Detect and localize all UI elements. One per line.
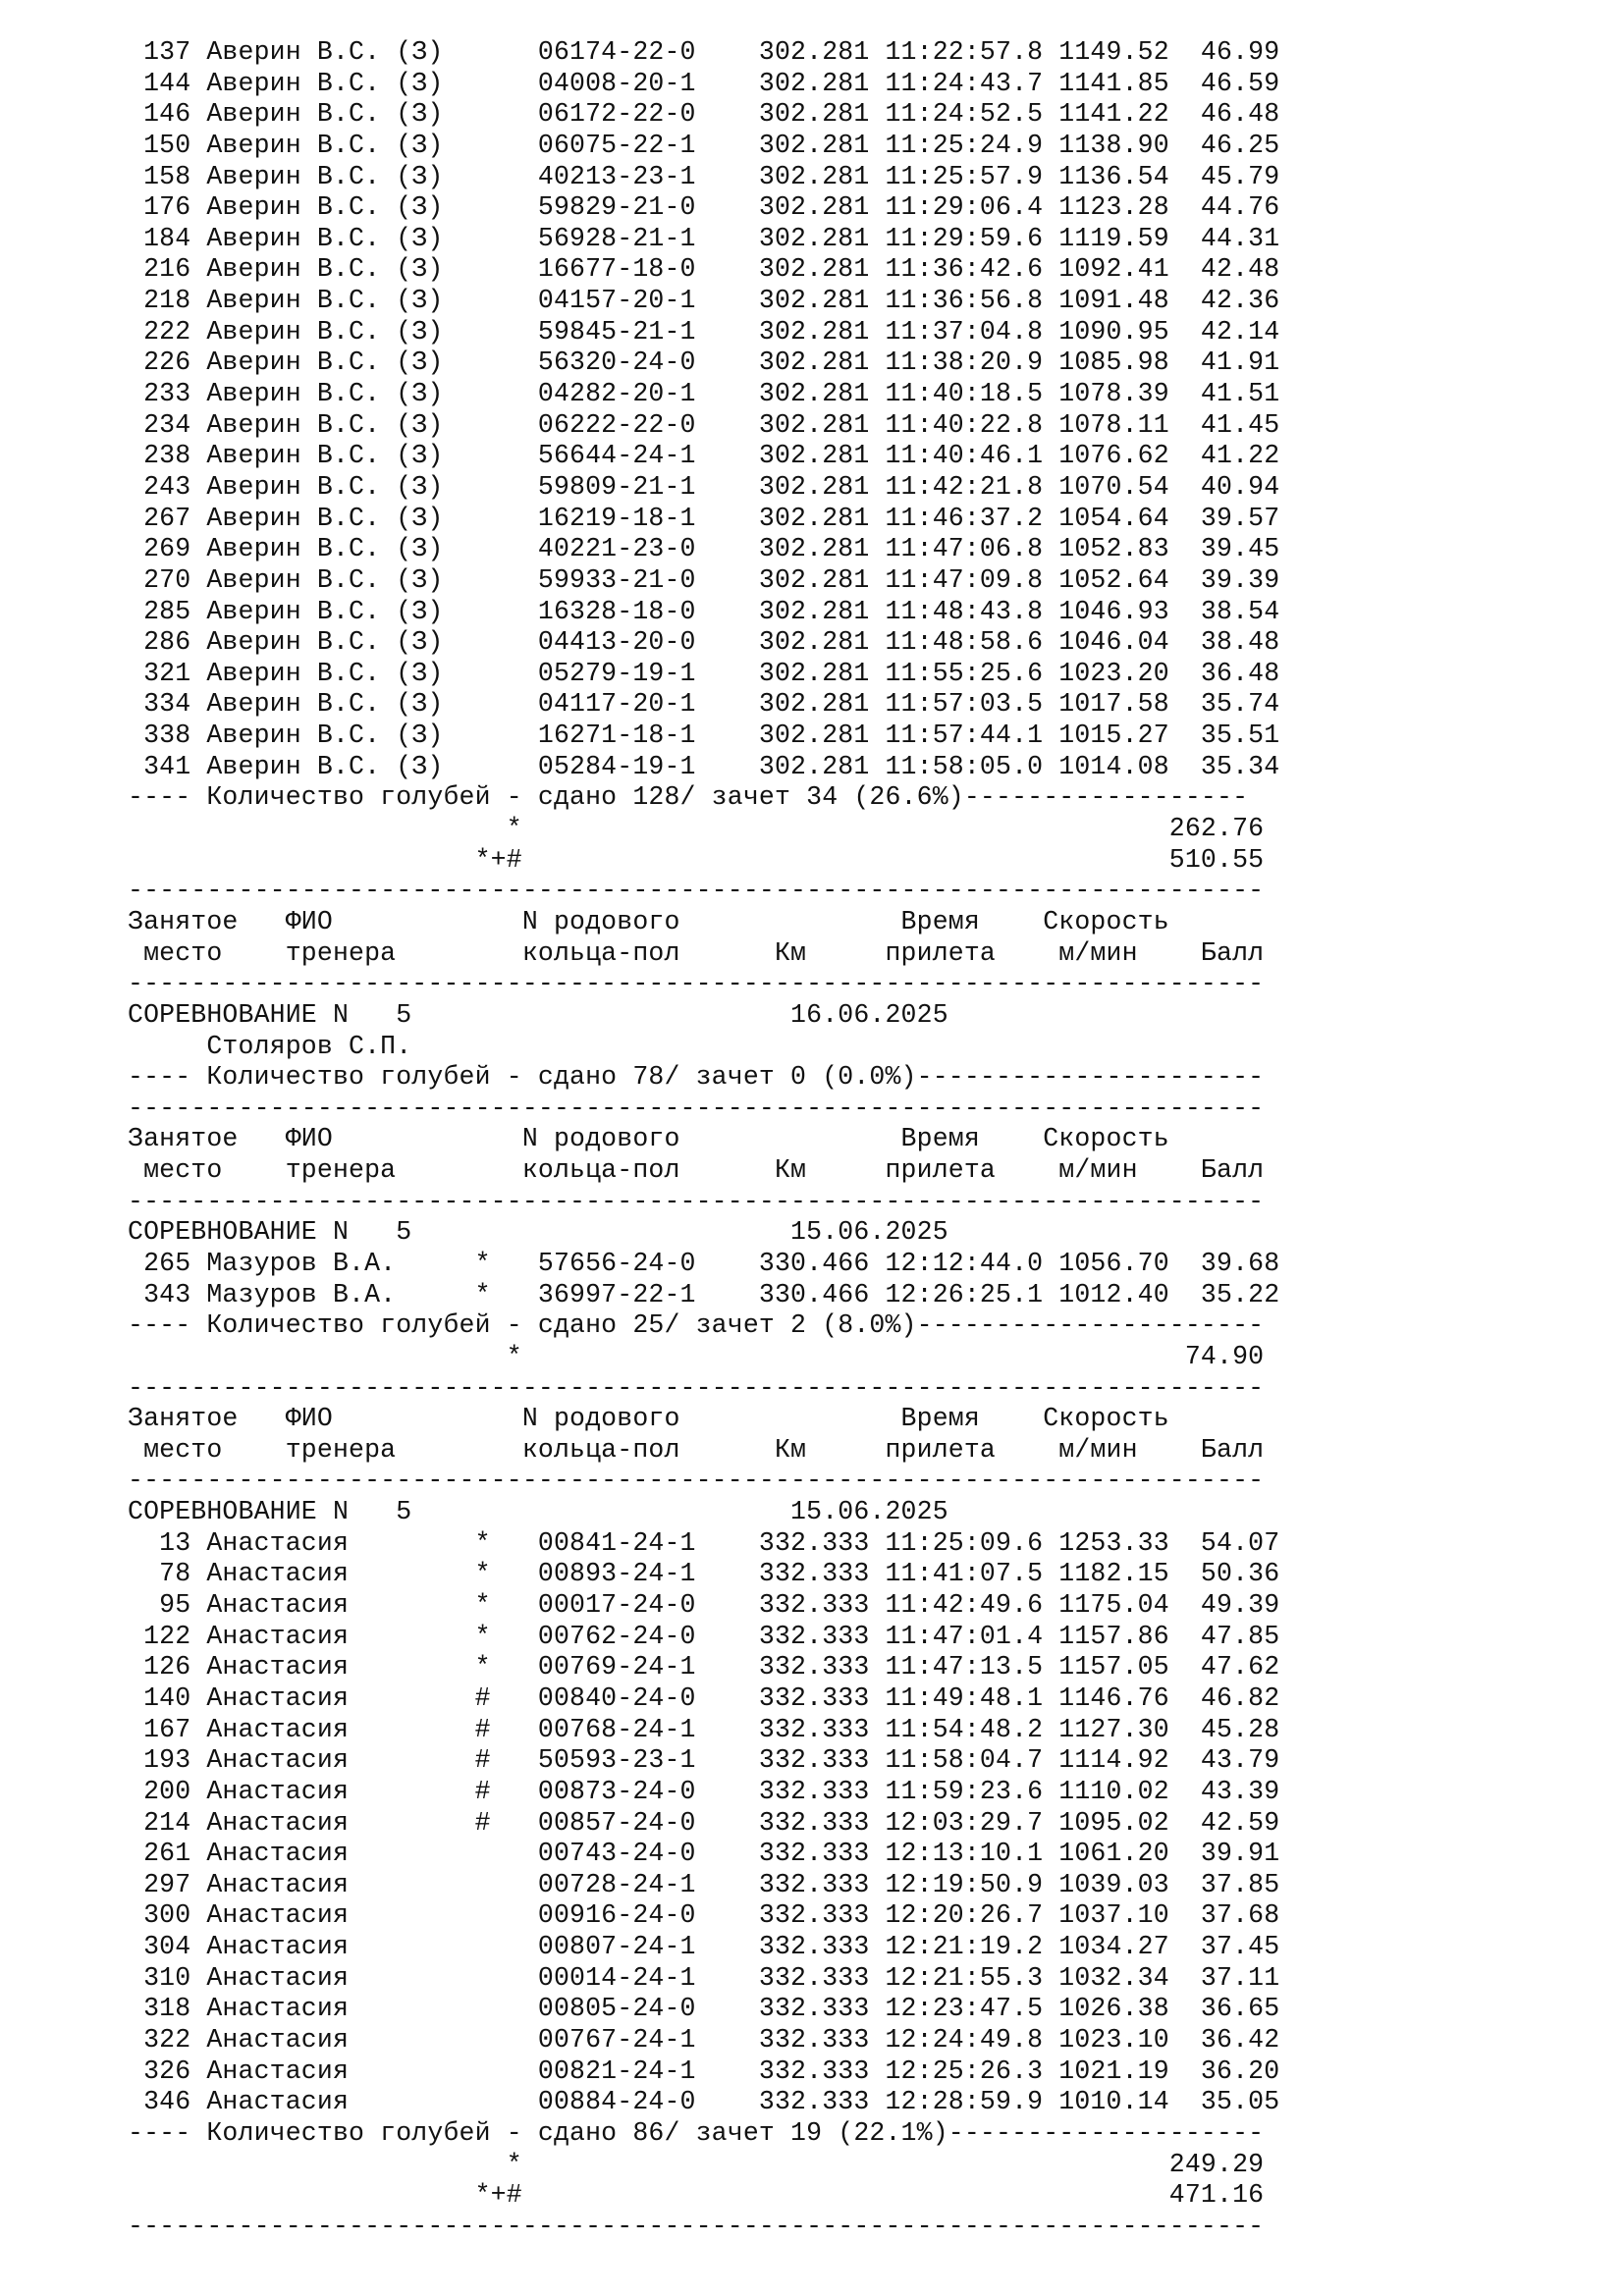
table-header-row-2: место тренера кольца-пол Км прилета м/мин Балл	[128, 1155, 1265, 1186]
table-row: 146 Аверин В.С. (З) 06172-22-0 302.281 11:24:52.5 1141.22 46.48	[128, 99, 1280, 130]
table-row: 184 Аверин В.С. (З) 56928-21-1 302.281 11:29:59.6 1119.59 44.31	[128, 223, 1280, 253]
divider: ------------------------------------------------------------------------	[128, 876, 1265, 906]
table-row: 338 Аверин В.С. (З) 16271-18-1 302.281 11:57:44.1 1015.27 35.51	[128, 721, 1280, 751]
table-row: 176 Аверин В.С. (З) 59829-21-0 302.281 11:29:06.4 1123.28 44.76	[128, 192, 1280, 223]
table-row: 310 Анастасия 00014-24-1 332.333 12:21:55.3 1032.34 37.11	[128, 1962, 1280, 1993]
table-row: 126 Анастасия * 00769-24-1 332.333 11:47:13.5 1157.05 47.62	[128, 1652, 1280, 1682]
competition-title: СОРЕВНОВАНИЕ N 5 15.06.2025	[128, 1217, 948, 1248]
total-score: *+# 471.16	[128, 2180, 1265, 2211]
table-row: 261 Анастасия 00743-24-0 332.333 12:13:10.1 1061.20 39.91	[128, 1839, 1280, 1869]
table-row: 140 Анастасия # 00840-24-0 332.333 11:49:48.1 1146.76 46.82	[128, 1682, 1280, 1713]
table-row: 286 Аверин В.С. (З) 04413-20-0 302.281 11:48:58.6 1046.04 38.48	[128, 627, 1280, 658]
summary-line: ---- Количество голубей - сдано 78/ зачет 0 (0.0%)----------------------	[128, 1062, 1265, 1093]
table-row: 243 Аверин В.С. (З) 59809-21-1 302.281 11:42:21.8 1070.54 40.94	[128, 471, 1280, 502]
table-row: 321 Аверин В.С. (З) 05279-19-1 302.281 11:55:25.6 1023.20 36.48	[128, 658, 1280, 688]
table-row: 150 Аверин В.С. (З) 06075-22-1 302.281 11:25:24.9 1138.90 46.25	[128, 130, 1280, 160]
table-row: 269 Аверин В.С. (З) 40221-23-0 302.281 11:47:06.8 1052.83 39.45	[128, 534, 1280, 564]
table-row: 326 Анастасия 00821-24-1 332.333 12:25:26.3 1021.19 36.20	[128, 2056, 1280, 2086]
competition-title: СОРЕВНОВАНИЕ N 5 16.06.2025	[128, 999, 948, 1030]
table-row: 238 Аверин В.С. (З) 56644-24-1 302.281 11:40:46.1 1076.62 41.22	[128, 441, 1280, 471]
table-row: 285 Аверин В.С. (З) 16328-18-0 302.281 11:48:43.8 1046.93 38.54	[128, 596, 1280, 626]
table-row: 200 Анастасия # 00873-24-0 332.333 11:59:23.6 1110.02 43.39	[128, 1776, 1280, 1806]
results-report	[128, 37, 1279, 2242]
table-row: 265 Мазуров В.А. * 57656-24-0 330.466 12:12:44.0 1056.70 39.68	[128, 1248, 1280, 1278]
table-row: 270 Аверин В.С. (З) 59933-21-0 302.281 11:47:09.8 1052.64 39.39	[128, 564, 1280, 595]
total-score: * 74.90	[128, 1341, 1265, 1371]
table-row: 13 Анастасия * 00841-24-1 332.333 11:25:09.6 1253.33 54.07	[128, 1527, 1280, 1558]
table-row: 122 Анастасия * 00762-24-0 332.333 11:47:01.4 1157.86 47.85	[128, 1621, 1280, 1651]
competition-title: СОРЕВНОВАНИЕ N 5 15.06.2025	[128, 1497, 948, 1527]
summary-line: ---- Количество голубей - сдано 25/ зачет 2 (8.0%)----------------------	[128, 1310, 1265, 1341]
table-row: 297 Анастасия 00728-24-1 332.333 12:19:50.9 1039.03 37.85	[128, 1869, 1280, 1899]
table-row: 144 Аверин В.С. (З) 04008-20-1 302.281 11:24:43.7 1141.85 46.59	[128, 68, 1280, 98]
table-row: 167 Анастасия # 00768-24-1 332.333 11:54:48.2 1127.30 45.28	[128, 1714, 1280, 1744]
table-row: 346 Анастасия 00884-24-0 332.333 12:28:59.9 1010.14 35.05	[128, 2087, 1280, 2117]
divider: ------------------------------------------------------------------------	[128, 969, 1265, 999]
table-row: 267 Аверин В.С. (З) 16219-18-1 302.281 11:46:37.2 1054.64 39.57	[128, 503, 1280, 533]
table-row: 300 Анастасия 00916-24-0 332.333 12:20:26.7 1037.10 37.68	[128, 1900, 1280, 1931]
divider: ------------------------------------------------------------------------	[128, 1186, 1265, 1216]
summary-line: ---- Количество голубей - сдано 128/ зачет 34 (26.6%)------------------	[128, 782, 1249, 813]
table-row: 304 Анастасия 00807-24-1 332.333 12:21:19.2 1034.27 37.45	[128, 1932, 1280, 1962]
table-header-row-1: Занятое ФИО N родового Время Скорость	[128, 1124, 1169, 1154]
table-row: 218 Аверин В.С. (З) 04157-20-1 302.281 11:36:56.8 1091.48 42.36	[128, 286, 1280, 316]
table-row: 226 Аверин В.С. (З) 56320-24-0 302.281 11:38:20.9 1085.98 41.91	[128, 347, 1280, 378]
trainer-name: Столяров С.П.	[128, 1031, 412, 1061]
table-row: 137 Аверин В.С. (З) 06174-22-0 302.281 11:22:57.8 1149.52 46.99	[128, 37, 1280, 67]
table-row: 78 Анастасия * 00893-24-1 332.333 11:41:07.5 1182.15 50.36	[128, 1559, 1280, 1589]
table-row: 234 Аверин В.С. (З) 06222-22-0 302.281 11:40:22.8 1078.11 41.45	[128, 409, 1280, 440]
table-row: 193 Анастасия # 50593-23-1 332.333 11:58:04.7 1114.92 43.79	[128, 1745, 1280, 1776]
divider: ------------------------------------------------------------------------	[128, 1372, 1265, 1403]
table-row: 343 Мазуров В.А. * 36997-22-1 330.466 12:26:25.1 1012.40 35.22	[128, 1279, 1280, 1309]
divider: ------------------------------------------------------------------------	[128, 1093, 1265, 1123]
total-score: *+# 510.55	[128, 844, 1265, 875]
table-row: 322 Анастасия 00767-24-1 332.333 12:24:49.8 1023.10 36.42	[128, 2025, 1280, 2055]
table-header-row-1: Занятое ФИО N родового Время Скорость	[128, 1404, 1169, 1434]
table-row: 216 Аверин В.С. (З) 16677-18-0 302.281 11:36:42.6 1092.41 42.48	[128, 254, 1280, 285]
table-header-row-2: место тренера кольца-пол Км прилета м/мин Балл	[128, 937, 1265, 968]
table-row: 214 Анастасия # 00857-24-0 332.333 12:03:29.7 1095.02 42.59	[128, 1807, 1280, 1838]
table-row: 233 Аверин В.С. (З) 04282-20-1 302.281 11:40:18.5 1078.39 41.51	[128, 379, 1280, 409]
total-score: * 249.29	[128, 2149, 1265, 2179]
table-header-row-2: место тренера кольца-пол Км прилета м/мин Балл	[128, 1434, 1265, 1465]
table-row: 318 Анастасия 00805-24-0 332.333 12:23:47.5 1026.38 36.65	[128, 1994, 1280, 2024]
table-header-row-1: Занятое ФИО N родового Время Скорость	[128, 906, 1169, 936]
table-row: 158 Аверин В.С. (З) 40213-23-1 302.281 11:25:57.9 1136.54 45.79	[128, 161, 1280, 191]
table-row: 334 Аверин В.С. (З) 04117-20-1 302.281 11:57:03.5 1017.58 35.74	[128, 689, 1280, 720]
table-row: 95 Анастасия * 00017-24-0 332.333 11:42:49.6 1175.04 49.39	[128, 1590, 1280, 1621]
total-score: * 262.76	[128, 814, 1265, 844]
divider: ------------------------------------------------------------------------	[128, 2211, 1265, 2241]
summary-line: ---- Количество голубей - сдано 86/ зачет 19 (22.1%)--------------------	[128, 2117, 1265, 2148]
divider: ------------------------------------------------------------------------	[128, 1466, 1265, 1496]
table-row: 222 Аверин В.С. (З) 59845-21-1 302.281 11:37:04.8 1090.95 42.14	[128, 316, 1280, 347]
table-row: 341 Аверин В.С. (З) 05284-19-1 302.281 11:58:05.0 1014.08 35.34	[128, 751, 1280, 781]
